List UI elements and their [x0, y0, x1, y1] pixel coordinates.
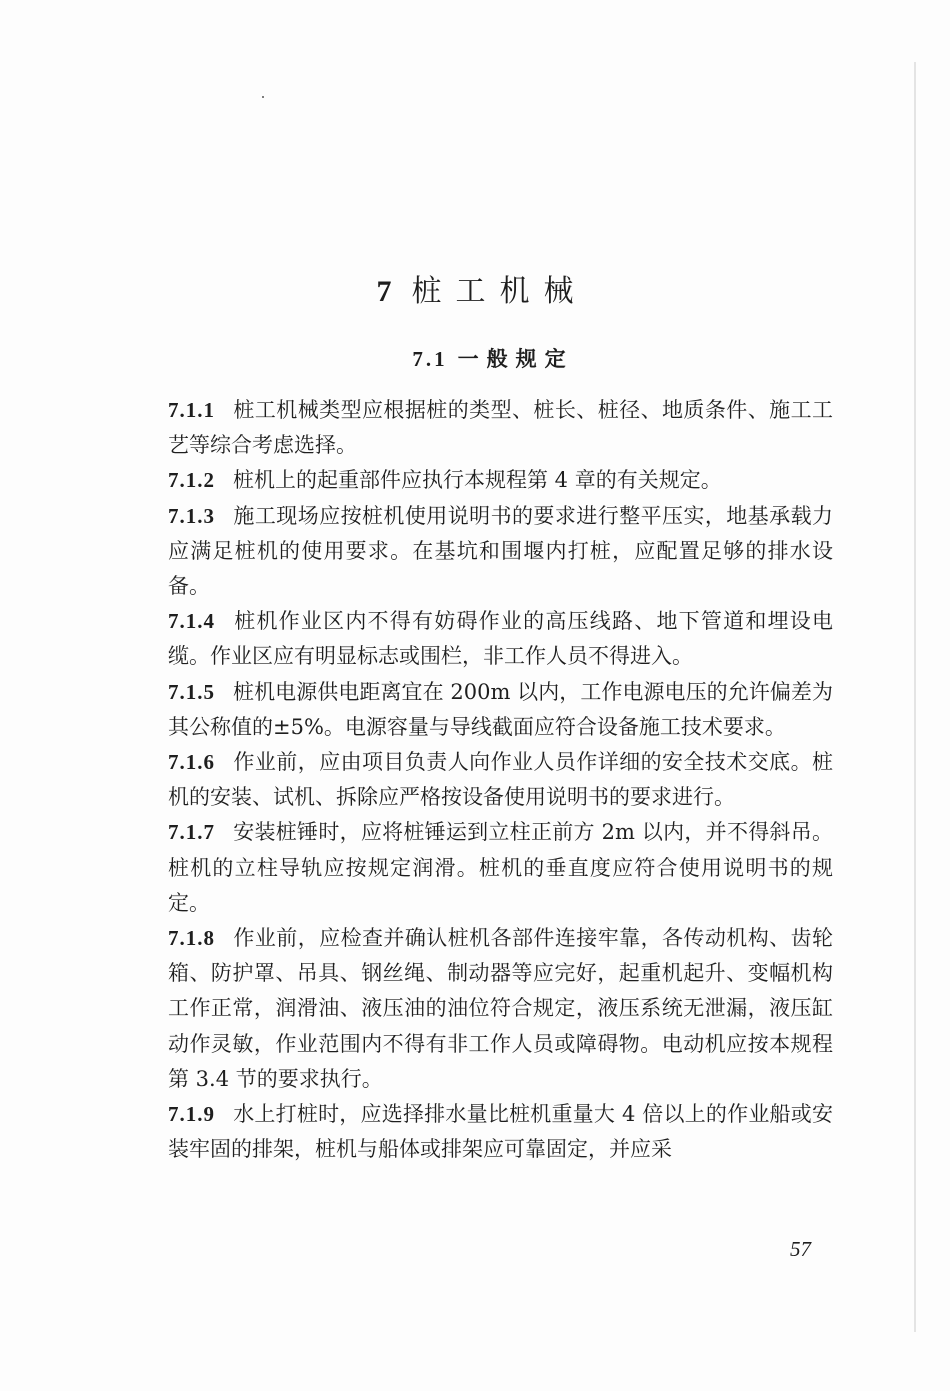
page-edge-shadow — [914, 62, 916, 1332]
clause-number: 7.1.6 — [168, 750, 215, 775]
clause-number: 7.1.4 — [168, 609, 215, 634]
clause-text: 施工现场应按桩机使用说明书的要求进行整平压实，地基承载力应满足桩机的使用要求。在基坑和围堰内打桩，应配置足够的排水设备。 — [168, 503, 833, 599]
clause-number: 7.1.3 — [168, 503, 215, 528]
clause-text: 作业前，应由项目负责人向作业人员作详细的安全技术交底。桩机的安装、试机、拆除应严格按设备使用说明书的要求进行。 — [168, 750, 833, 810]
clause-7-1-7 — [168, 815, 833, 921]
clause-7-1-2 — [168, 463, 833, 498]
page-number: 57 — [790, 1237, 811, 1261]
clause-7-1-1 — [168, 393, 833, 463]
clause-number: 7.1.5 — [168, 679, 215, 704]
clause-7-1-5 — [168, 675, 833, 745]
clause-list — [168, 393, 833, 1167]
scan-speck — [262, 96, 264, 98]
clause-7-1-9 — [168, 1097, 833, 1167]
section-heading — [0, 343, 950, 373]
section-title: 一般规定 — [457, 346, 574, 371]
clause-text: 桩工机械类型应根据桩的类型、桩长、桩径、地质条件、施工工艺等综合考虑选择。 — [168, 398, 833, 458]
chapter-number: 7 — [376, 275, 406, 308]
clause-number: 7.1.1 — [168, 398, 215, 422]
clause-text: 桩机作业区内不得有妨碍作业的高压线路、地下管道和埋设电缆。作业区应有明显标志或围栏，非工作人员不得进入。 — [168, 609, 833, 669]
clause-text: 水上打桩时，应选择排水量比桩机重量大 4 倍以上的作业船或安装牢固的排架，桩机与船体或排架应可靠固定，并应采 — [168, 1102, 833, 1162]
chapter-title: 桩工机械 — [411, 274, 588, 309]
clause-7-1-3 — [168, 499, 833, 605]
clause-number: 7.1.2 — [168, 468, 215, 493]
clause-number: 7.1.8 — [168, 926, 215, 951]
clause-number: 7.1.7 — [168, 820, 215, 845]
clause-text: 桩机上的起重部件应执行本规程第 4 章的有关规定。 — [233, 468, 722, 493]
chapter-heading — [0, 266, 950, 310]
clause-7-1-4 — [168, 604, 833, 674]
clause-text: 安装桩锤时，应将桩锤运到立柱正前方 2m 以内，并不得斜吊。桩机的立柱导轨应按规定润滑。桩机的垂直度应符合使用说明书的规定。 — [168, 820, 833, 915]
section-number: 7.1 — [412, 347, 448, 371]
clause-7-1-8 — [168, 921, 833, 1097]
clause-number: 7.1.9 — [168, 1102, 215, 1127]
clause-text: 桩机电源供电距离宜在 200m 以内，工作电源电压的允许偏差为其公称值的±5%。电源容量与导线截面应符合设备施工技术要求。 — [168, 679, 833, 739]
clause-7-1-6 — [168, 745, 833, 815]
clause-text: 作业前，应检查并确认桩机各部件连接牢靠，各传动机构、齿轮箱、防护罩、吊具、钢丝绳、制动器等应完好，起重机起升、变幅机构工作正常，润滑油、液压油的油位符合规定，液压系统无泄漏，液压缸动作灵敏，作业范围内不得有非工作人员或障碍物。电动机应按本规程第 3.4 节的要求执行。 — [168, 926, 833, 1091]
